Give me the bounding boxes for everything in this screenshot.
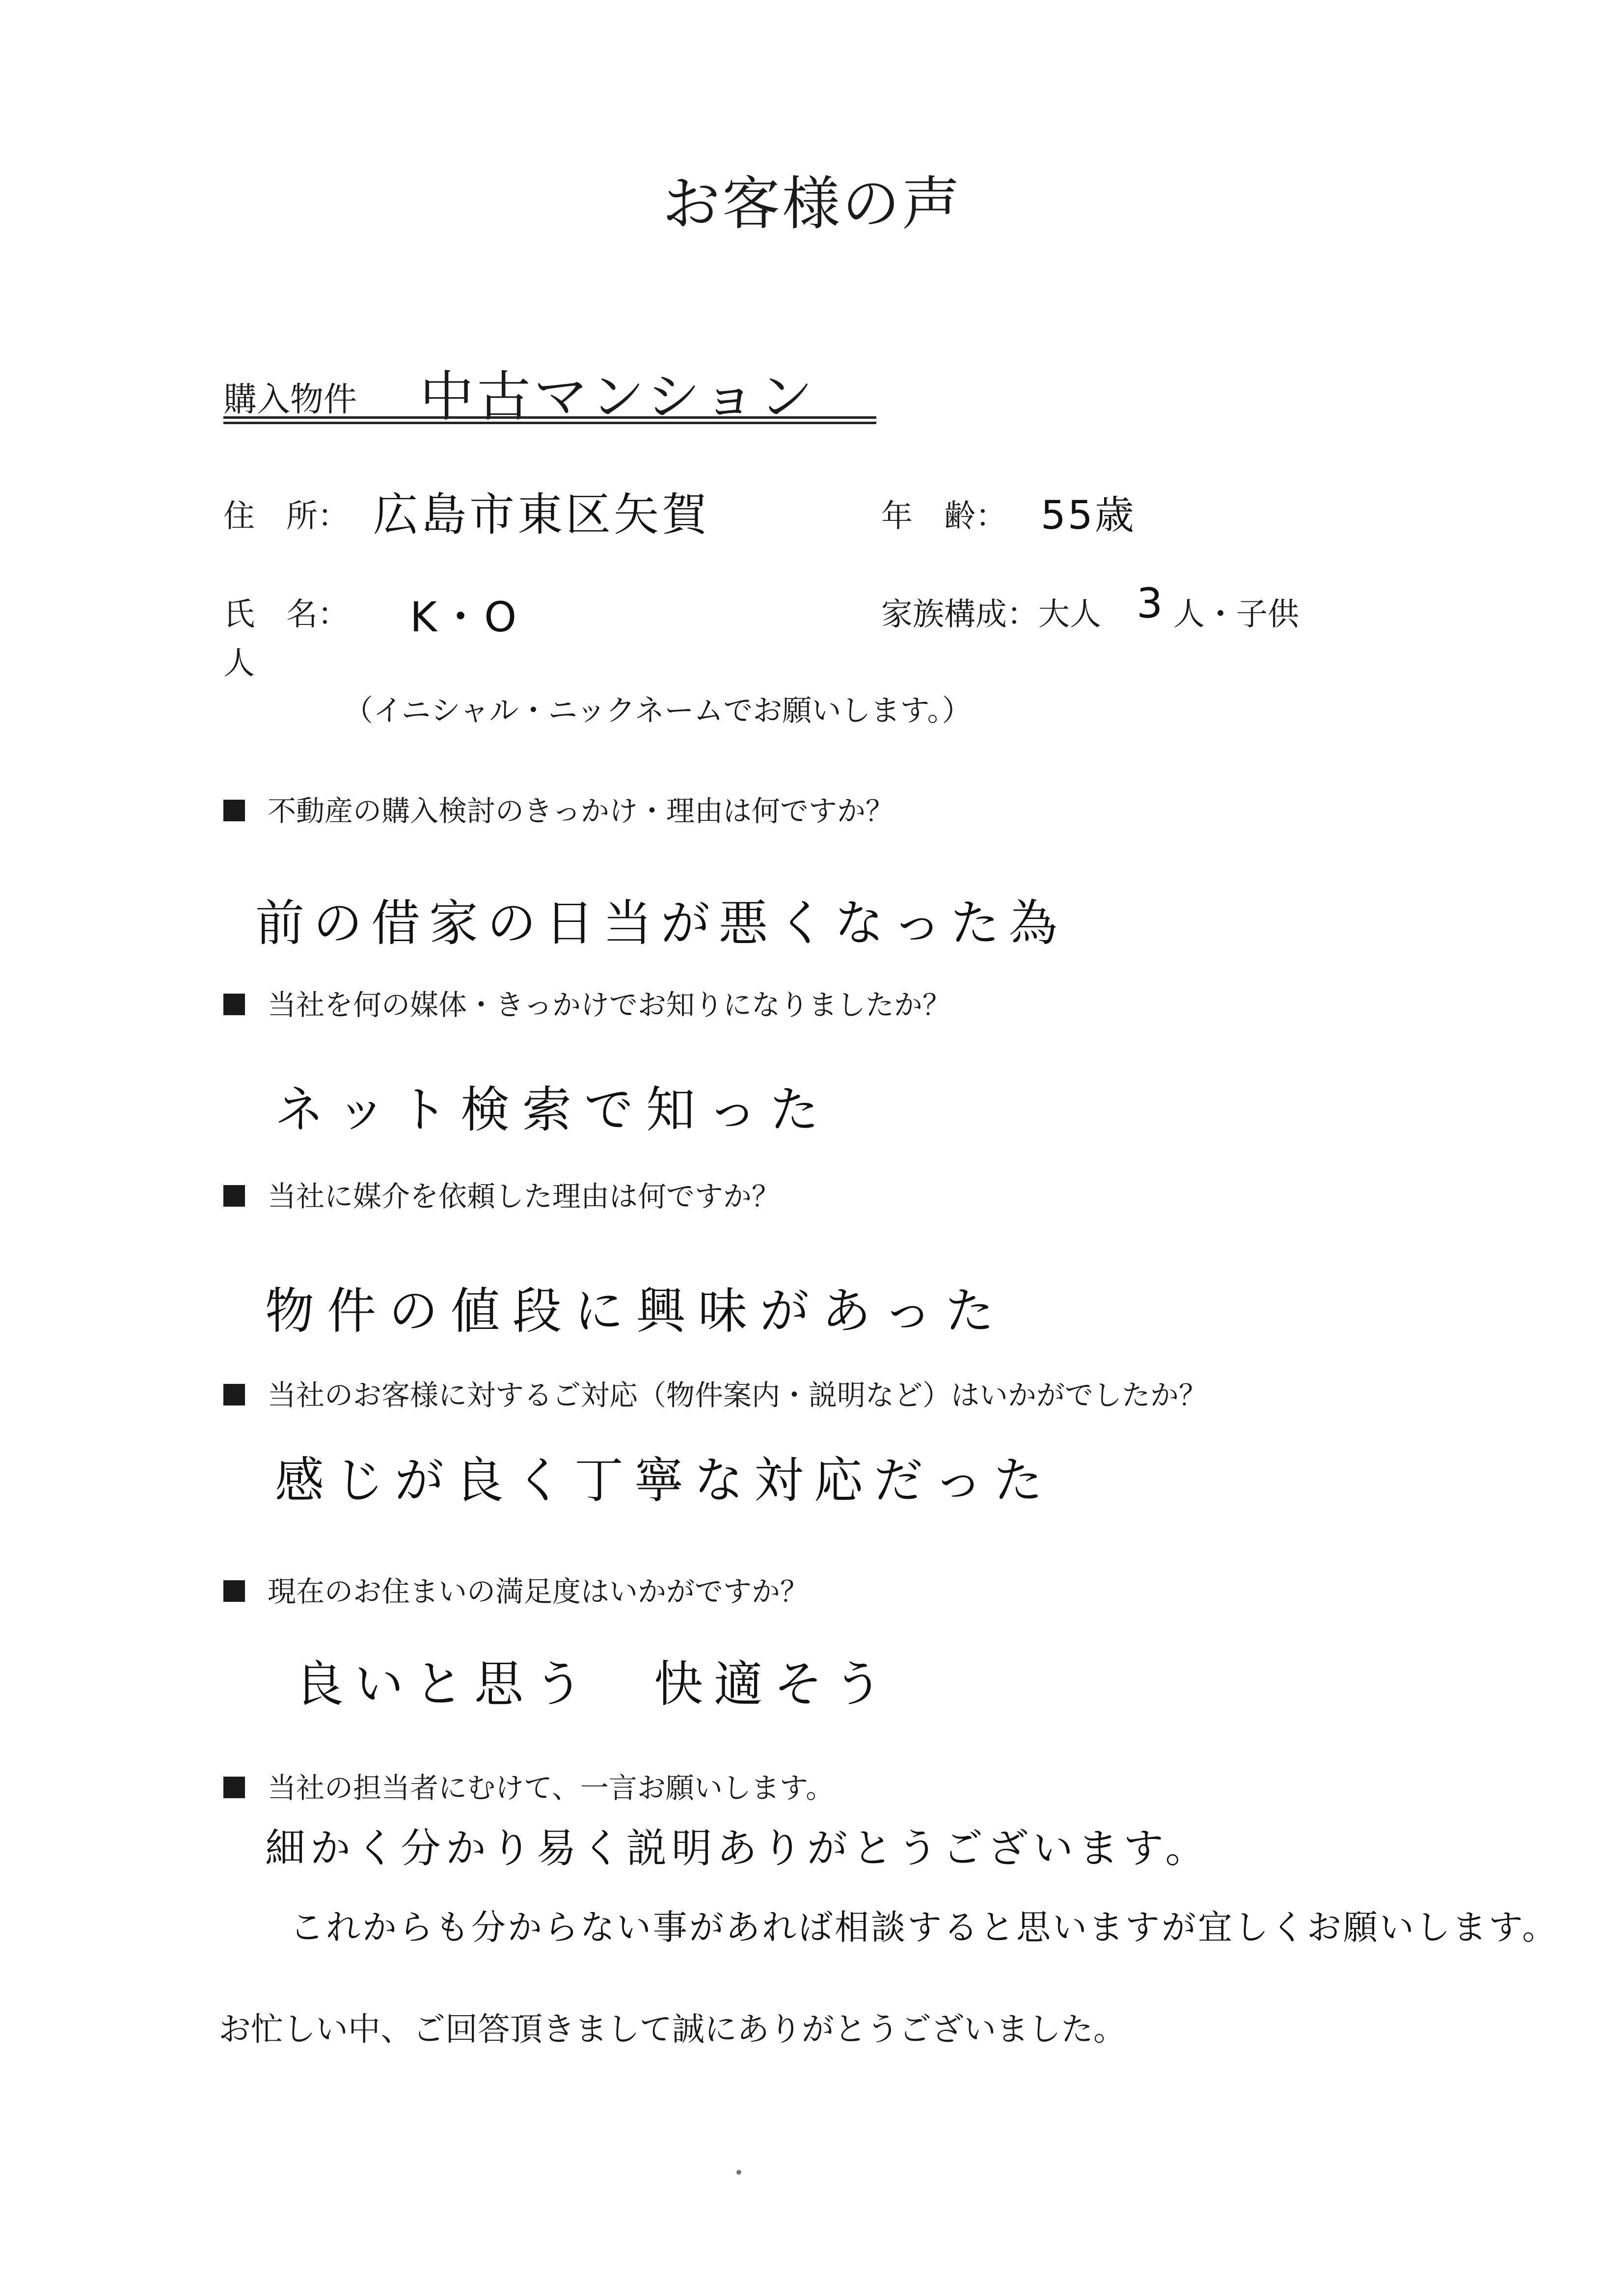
- question-6: [223, 1765, 834, 1806]
- initials-note: （イニシャル・ニックネームでお願いします。）: [344, 694, 972, 728]
- question-5: [223, 1568, 809, 1610]
- question-2: [223, 982, 951, 1023]
- bullet-square-icon: [223, 1384, 245, 1405]
- age-label: 年 齢：: [881, 498, 1007, 535]
- bullet-square-icon: [223, 800, 245, 821]
- page-title: お客様の声: [662, 170, 962, 238]
- question-3: [223, 1173, 780, 1215]
- family-mid: 人・子供: [1173, 596, 1299, 633]
- address-label: 住 所：: [223, 498, 349, 535]
- family-adults-value: 3: [1137, 579, 1172, 627]
- address-value: 広島市東区矢賀: [373, 488, 710, 541]
- bullet-square-icon: [223, 1185, 245, 1207]
- question-3-text: 当社に媒介を依頼した理由は何ですか？: [268, 1180, 781, 1213]
- answer-6-line-2: これからも分からない事があれば相談すると思いますが宜しくお願いします。: [290, 1907, 1559, 1947]
- bullet-square-icon: [223, 1777, 245, 1798]
- answer-5: 良いと思う 快適そう: [295, 1655, 893, 1713]
- purchase-underline: [223, 416, 876, 424]
- name-label: 氏 名：: [223, 596, 349, 633]
- question-1: [223, 788, 894, 829]
- family-tail: 人: [223, 646, 255, 682]
- question-4: [223, 1372, 1207, 1413]
- name-value: K・O: [410, 593, 520, 641]
- scan-speck: [736, 2170, 741, 2175]
- closing-message: お忙しい中、ご回答頂きまして誠にありがとうございました。: [218, 2010, 1126, 2048]
- question-4-text: 当社のお客様に対するご対応（物件案内・説明など）はいかがでしたか？: [268, 1378, 1208, 1412]
- question-5-text: 現在のお住まいの満足度はいかがですか？: [268, 1575, 809, 1608]
- answer-6-line-1: 細かく分かり易く説明ありがとうございます。: [265, 1825, 1211, 1872]
- purchase-value: 中古マンション: [420, 365, 816, 428]
- question-2-text: 当社を何の媒体・きっかけでお知りになりましたか？: [268, 988, 951, 1022]
- answer-3: 物件の値段に興味があった: [265, 1282, 1007, 1340]
- question-1-text: 不動産の購入検討のきっかけ・理由は何ですか？: [268, 794, 894, 828]
- family-label: 家族構成：大人: [881, 596, 1101, 633]
- answer-2: ネット検索で知った: [275, 1081, 832, 1138]
- answer-4: 感じが良く丁寧な対応だった: [275, 1452, 1054, 1509]
- bullet-square-icon: [223, 994, 245, 1015]
- age-value: 55歳: [1041, 492, 1136, 538]
- purchase-label: 購入物件: [223, 380, 357, 419]
- question-6-text: 当社の担当者にむけて、一言お願いします。: [268, 1771, 835, 1805]
- answer-1: 前の借家の日当が悪くなった為: [255, 894, 1066, 952]
- bullet-square-icon: [223, 1580, 245, 1602]
